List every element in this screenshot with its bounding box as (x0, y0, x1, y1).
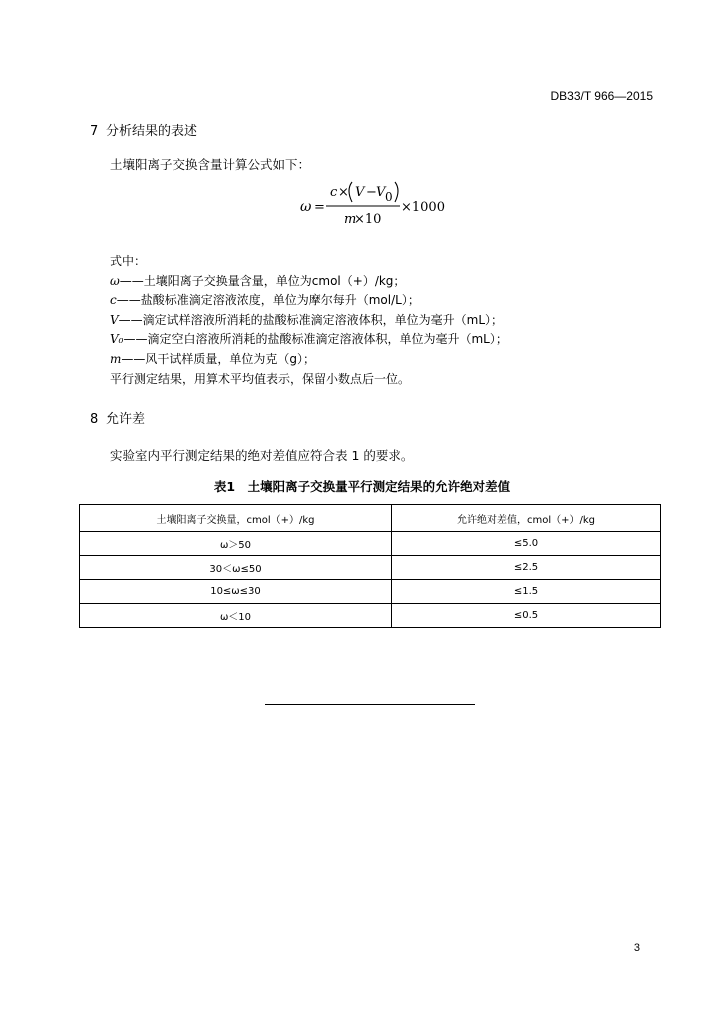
section-8-heading (90, 408, 145, 427)
table-cell: ω＜10 (80, 604, 392, 628)
formula-times: × (338, 185, 349, 200)
definition-row (110, 291, 508, 311)
table-cell: ≤2.5 (392, 556, 661, 580)
definition-text: ——土壤阳离子交换量含量，单位为cmol（+）/kg； (119, 273, 406, 288)
definition-symbol: V₀ (110, 332, 124, 347)
formula-subscript: 0 (385, 190, 393, 204)
section-7-heading (90, 120, 197, 139)
section-8-number: 8 (90, 412, 99, 427)
formula-multiplier: ×1000 (401, 200, 445, 215)
definition-symbol: ω (110, 273, 120, 288)
formula-lhs: ω (300, 199, 312, 215)
page-number: 3 (633, 942, 640, 954)
formula-left-paren (349, 182, 352, 202)
tolerance-table (79, 504, 661, 628)
table-header-row (80, 505, 661, 532)
section-7-number: 7 (90, 124, 99, 139)
end-of-document-line (265, 704, 475, 705)
definition-row (110, 350, 508, 370)
section-8-intro: 实验室内平行测定结果的绝对差值应符合表 1 的要求。 (110, 448, 414, 463)
formula-V0: V (376, 185, 386, 200)
table-caption: 表1 土壤阳离子交换量平行测定结果的允许绝对差值 (213, 479, 511, 494)
where-label: 式中： (110, 254, 147, 268)
definition-row (110, 330, 508, 350)
formula-graphic (300, 178, 460, 230)
formula-c: c (330, 185, 338, 200)
definition-row (110, 272, 508, 292)
document-code: DB33/T 966—2015 (550, 89, 653, 103)
section-7-title: 分析结果的表述 (106, 124, 198, 139)
formula-equals: = (314, 200, 325, 215)
definition-text: ——滴定试样溶液所消耗的盐酸标准滴定溶液体积，单位为毫升（mL）； (118, 312, 504, 327)
definition-text: ——盐酸标准滴定溶液浓度，单位为摩尔每升（mol/L）； (116, 293, 420, 308)
table-row (80, 532, 661, 556)
definition-text: ——滴定空白溶液所消耗的盐酸标准滴定溶液体积，单位为毫升（mL）； (123, 332, 508, 347)
definition-text: ——风干试样质量，单位为克（g）； (121, 351, 316, 366)
definition-row (110, 311, 508, 331)
closing-note: 平行测定结果，用算术平均值表示，保留小数点后一位。 (110, 371, 411, 386)
formula-denominator-rest: ×10 (354, 212, 382, 227)
formula-right-paren (395, 182, 398, 202)
definition-symbol: V (110, 312, 119, 327)
cec-formula (300, 178, 460, 230)
table-row (80, 580, 661, 604)
table-cell: ≤1.5 (392, 580, 661, 604)
table-header-cell: 土壤阳离子交换量，cmol（+）/kg (80, 505, 392, 532)
definitions-block (110, 252, 508, 389)
table-cell: 10≤ω≤30 (80, 580, 392, 604)
formula-V: V (355, 185, 365, 200)
section-8-title: 允许差 (106, 412, 146, 427)
table-header-cell: 允许绝对差值，cmol（+）/kg (392, 505, 661, 532)
formula-intro: 土壤阳离子交换含量计算公式如下： (110, 157, 311, 172)
table-row (80, 604, 661, 628)
definition-symbol: c (110, 293, 117, 308)
formula-minus: − (366, 185, 377, 200)
table-cell: ω＞50 (80, 532, 392, 556)
definition-symbol: m (110, 351, 122, 366)
table-cell: ≤5.0 (392, 532, 661, 556)
formula-m: m (344, 212, 357, 227)
table-cell: ≤0.5 (392, 604, 661, 628)
table-row (80, 556, 661, 580)
table-cell: 30＜ω≤50 (80, 556, 392, 580)
